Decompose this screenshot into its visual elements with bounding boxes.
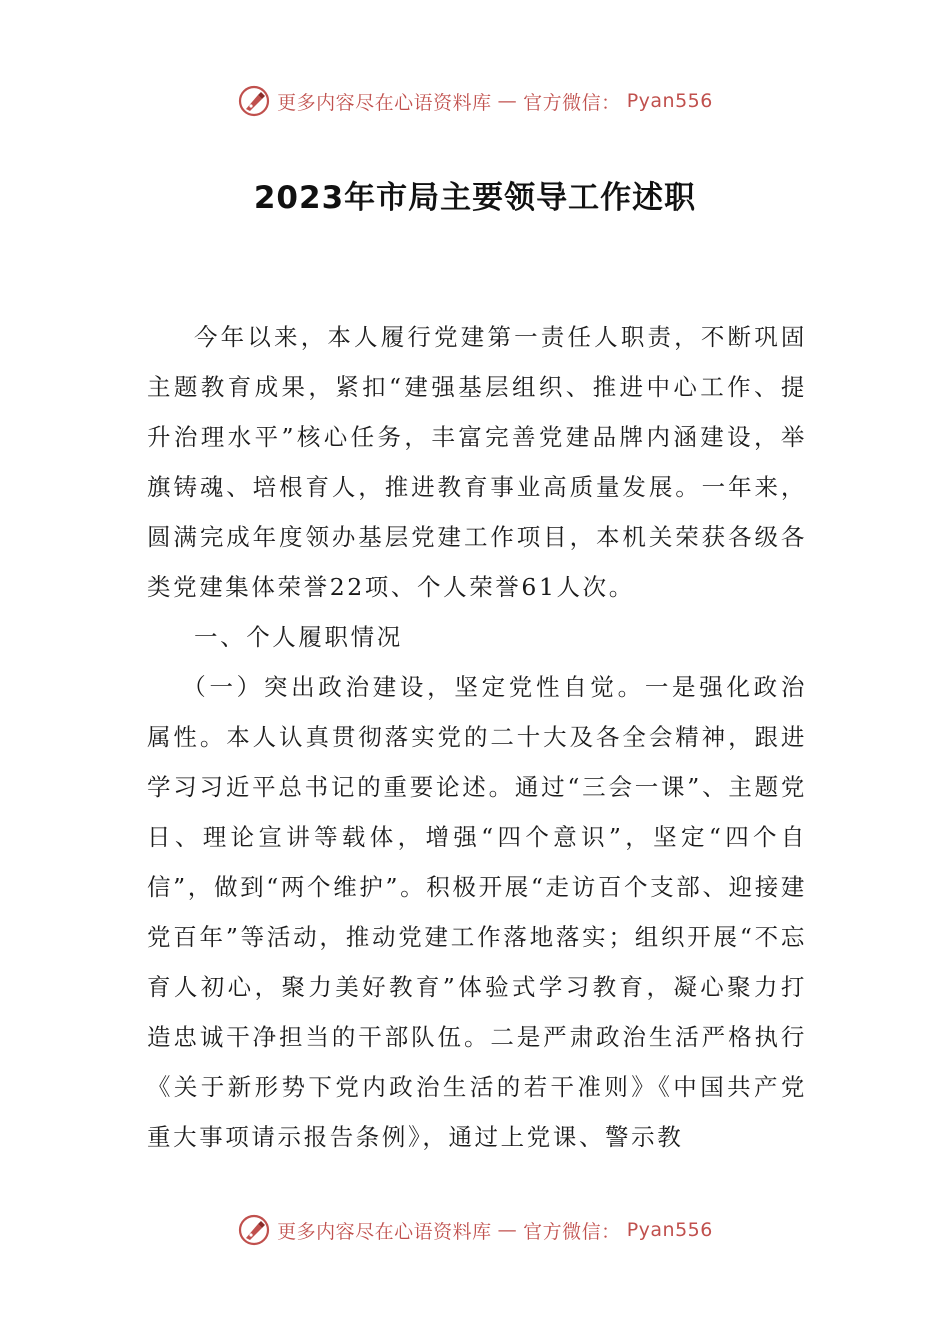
watermark-text: 更多内容尽在心语资料库: [277, 91, 492, 114]
document-body: [147, 312, 807, 1162]
watermark-wechat-id: Pyan556: [626, 1219, 713, 1241]
watermark-label: 官方微信：: [523, 91, 621, 114]
pen-nib-logo-icon: [237, 84, 271, 118]
document-title: 2023年市局主要领导工作述职: [253, 180, 697, 216]
header-watermark: [0, 84, 950, 118]
watermark-wechat-id: Pyan556: [626, 90, 713, 112]
section-heading: 一、个人履职情况: [194, 623, 403, 651]
watermark-separator: —: [497, 90, 518, 112]
watermark-text: 更多内容尽在心语资料库: [277, 1220, 492, 1243]
watermark-separator: —: [497, 1219, 518, 1241]
watermark-label: 官方微信：: [523, 1220, 621, 1243]
intro-paragraph: 今年以来，本人履行党建第一责任人职责，不断巩固主题教育成果，紧扣“建强基层组织、推进中心工作、提升治理水平”核心任务，丰富完善党建品牌内涵建设，举旗铸魂、培根育人，推进教育事业高质量发展。一年来，圆满完成年度领办基层党建工作项目，本机关荣获各级各类党建集体荣誉22项、个人荣誉61人次。: [147, 323, 807, 601]
subsection-paragraph: （一）突出政治建设，坚定党性自觉。一是强化政治属性。本人认真贯彻落实党的二十大及各全会精神，跟进学习习近平总书记的重要论述。通过“三会一课”、主题党日、理论宣讲等载体，增强“四个意识”，坚定“四个自信”，做到“两个维护”。积极开展“走访百个支部、迎接建党百年”等活动，推动党建工作落地落实；组织开展“不忘育人初心，聚力美好教育”体验式学习教育，凝心聚力打造忠诚干净担当的干部队伍。二是严肃政治生活严格执行《关于新形势下党内政治生活的若干准则》《中国共产党重大事项请示报告条例》，通过上党课、警示教: [147, 673, 807, 1151]
pen-nib-logo-icon: [237, 1213, 271, 1247]
footer-watermark: [0, 1213, 950, 1247]
